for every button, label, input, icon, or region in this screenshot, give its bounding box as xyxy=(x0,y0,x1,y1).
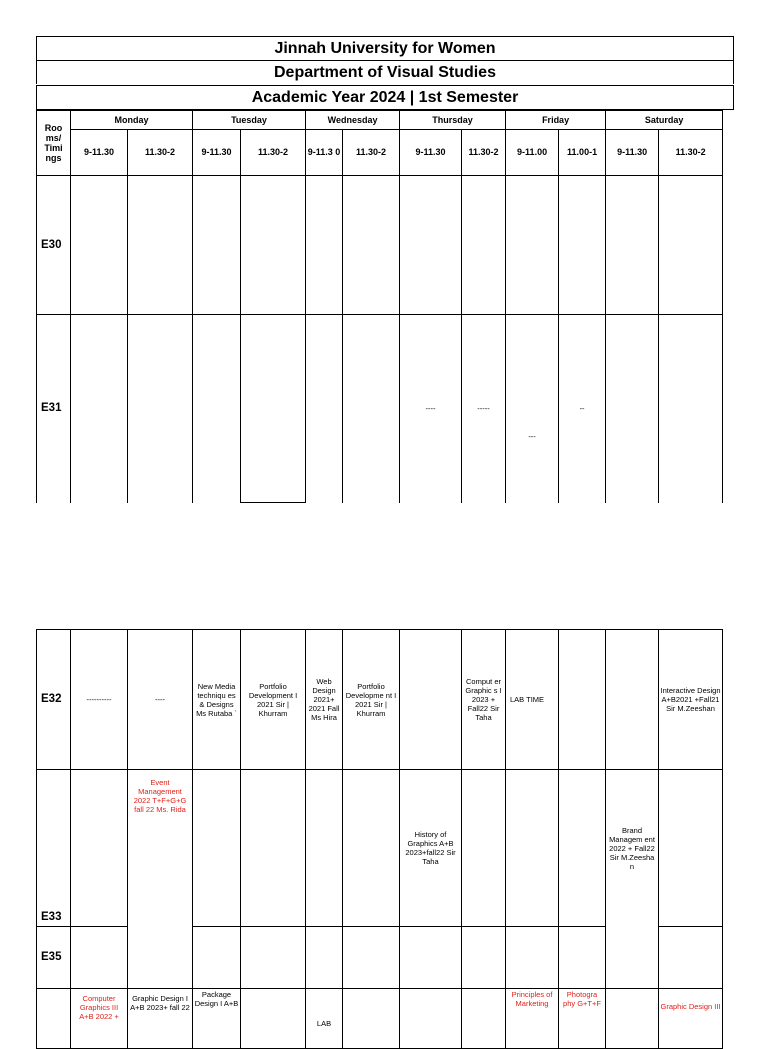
schedule-cell xyxy=(506,770,559,927)
rooms-timings-header: Roo ms/ Timi ngs xyxy=(37,111,71,176)
schedule-cell xyxy=(559,176,606,315)
cell-text: ---- xyxy=(425,404,436,414)
schedule-cell xyxy=(606,315,659,503)
table-row xyxy=(37,770,723,927)
schedule-cell xyxy=(506,989,559,1049)
cell-text: Comput er Graphic s I 2023 + Fall22 Sir Taha xyxy=(465,677,502,722)
table-row xyxy=(37,989,723,1049)
schedule-cell xyxy=(241,989,306,1049)
schedule-cell xyxy=(506,315,559,503)
schedule-cell xyxy=(343,630,400,770)
schedule-cell xyxy=(659,927,723,989)
schedule-cell xyxy=(462,630,506,770)
schedule-cell xyxy=(128,989,193,1049)
day-thursday: Thursday xyxy=(400,111,506,130)
day-monday: Monday xyxy=(71,111,193,130)
day-friday: Friday xyxy=(506,111,606,130)
schedule-cell xyxy=(241,770,306,927)
schedule-cell xyxy=(241,315,306,503)
room-label: E35 xyxy=(37,927,71,989)
cell-text: ---------- xyxy=(86,695,112,704)
schedule-cell xyxy=(462,315,506,503)
schedule-cell xyxy=(606,770,659,927)
schedule-cell xyxy=(559,927,606,989)
schedule-cell xyxy=(506,630,559,770)
cell-text: LAB xyxy=(316,1019,332,1028)
cell-text: Principles of Marketing xyxy=(511,990,553,1008)
schedule-cell xyxy=(659,989,723,1049)
schedule-cell xyxy=(659,315,723,503)
slot-header: 11.30-2 xyxy=(128,130,193,176)
department-title: Department of Visual Studies xyxy=(36,60,734,84)
schedule-cell xyxy=(606,630,659,770)
slot-header: 9-11.30 xyxy=(193,130,241,176)
schedule-cell xyxy=(128,927,193,989)
schedule-cell xyxy=(71,989,128,1049)
schedule-cell xyxy=(306,770,343,927)
schedule-cell xyxy=(343,927,400,989)
cell-text: Portfolio Developme nt I 2021 Sir | Khurram xyxy=(345,681,397,718)
schedule-cell xyxy=(343,989,400,1049)
cell-text: New Media techniqu es & Designs Ms Rutaba ` xyxy=(196,681,237,718)
table-row xyxy=(37,315,723,503)
room-label: E31 xyxy=(37,315,71,503)
schedule-cell xyxy=(400,927,462,989)
timetable-bottom xyxy=(36,629,723,1049)
table-row xyxy=(37,630,723,770)
university-title: Jinnah University for Women xyxy=(36,36,734,60)
slot-header: 9-11.30 xyxy=(71,130,128,176)
cell-text: Portfolio Development I 2021 Sir | Khurram xyxy=(248,681,298,718)
slot-header: 11.30-2 xyxy=(659,130,723,176)
cell-text: --- xyxy=(528,431,536,441)
cell-text: -- xyxy=(579,404,585,414)
schedule-cell xyxy=(71,770,128,927)
cell-text: Computer Graphics III A+B 2022 + xyxy=(79,994,119,1021)
slot-header: 9-11.30 xyxy=(606,130,659,176)
cell-text: Graphic Design I A+B 2023+ fall 22 xyxy=(130,994,190,1012)
schedule-cell xyxy=(71,927,128,989)
schedule-cell xyxy=(462,989,506,1049)
schedule-cell xyxy=(606,176,659,315)
schedule-cell xyxy=(343,315,400,503)
cell-text: Graphic Design III xyxy=(660,1002,721,1011)
schedule-cell xyxy=(241,176,306,315)
timetable-top xyxy=(36,110,723,503)
schedule-cell xyxy=(306,989,343,1049)
schedule-cell xyxy=(559,989,606,1049)
cell-text: Web Design 2021+ 2021 Fall Ms Hira xyxy=(308,677,340,722)
slot-header: 11.30-2 xyxy=(343,130,400,176)
schedule-cell xyxy=(659,176,723,315)
day-saturday: Saturday xyxy=(606,111,723,130)
schedule-cell xyxy=(506,927,559,989)
cell-text: Package Design I A+B xyxy=(194,990,239,1008)
room-label: E32 xyxy=(37,630,71,770)
schedule-cell xyxy=(343,176,400,315)
schedule-cell xyxy=(193,315,241,503)
schedule-cell xyxy=(400,989,462,1049)
schedule-cell xyxy=(193,770,241,927)
schedule-cell xyxy=(606,927,659,989)
day-tuesday: Tuesday xyxy=(193,111,306,130)
day-wednesday: Wednesday xyxy=(306,111,400,130)
slot-header: 11.30-2 xyxy=(241,130,306,176)
schedule-cell xyxy=(306,630,343,770)
schedule-cell xyxy=(306,176,343,315)
schedule-cell xyxy=(71,315,128,503)
schedule-cell xyxy=(71,176,128,315)
schedule-cell xyxy=(128,176,193,315)
schedule-cell xyxy=(306,927,343,989)
cell-text: History of Graphics A+B 2023+fall22 Sir Taha xyxy=(405,830,456,866)
schedule-cell xyxy=(193,630,241,770)
schedule-cell xyxy=(128,770,193,927)
schedule-cell xyxy=(400,630,462,770)
schedule-cell xyxy=(128,630,193,770)
schedule-cell xyxy=(128,315,193,503)
schedule-cell xyxy=(559,770,606,927)
slot-header: 11.00-1 xyxy=(559,130,606,176)
slot-header: 9-11.00 xyxy=(506,130,559,176)
schedule-cell xyxy=(241,927,306,989)
table-row xyxy=(37,927,723,989)
schedule-cell xyxy=(306,315,343,503)
slot-header: 11.30-2 xyxy=(462,130,506,176)
schedule-cell xyxy=(659,770,723,927)
slot-header: 9-11.30 xyxy=(400,130,462,176)
schedule-cell xyxy=(659,630,723,770)
schedule-cell xyxy=(241,630,306,770)
room-label xyxy=(37,989,71,1049)
cell-text: ----- xyxy=(477,404,490,414)
room-label: E33 xyxy=(37,770,71,927)
table-row xyxy=(37,176,723,315)
cell-text: ---- xyxy=(155,695,165,704)
slot-header: 9-11.3 0 xyxy=(306,130,343,176)
schedule-cell xyxy=(462,927,506,989)
schedule-cell xyxy=(400,176,462,315)
schedule-cell xyxy=(606,989,659,1049)
room-label: E30 xyxy=(37,176,71,315)
schedule-cell xyxy=(400,770,462,927)
schedule-cell xyxy=(71,630,128,770)
schedule-cell xyxy=(559,315,606,503)
schedule-cell xyxy=(462,176,506,315)
cell-text: Event Management 2022 T+F+G+G fall 22 Ms. Rida xyxy=(133,778,187,814)
schedule-cell xyxy=(506,176,559,315)
schedule-cell xyxy=(193,176,241,315)
academic-year-title: Academic Year 2024 | 1st Semester xyxy=(36,85,734,110)
schedule-cell xyxy=(559,630,606,770)
cell-text: Photogra phy G+T+F xyxy=(563,990,601,1008)
cell-text: Interactive Design A+B2021 +Fall21 Sir M.Zeeshan xyxy=(660,686,721,713)
schedule-cell xyxy=(343,770,400,927)
schedule-cell xyxy=(193,927,241,989)
schedule-cell xyxy=(193,989,241,1049)
schedule-cell xyxy=(400,315,462,503)
cell-text: Brand Managem ent 2022 + Fall22 Sir M.Zeesha n xyxy=(609,825,655,871)
schedule-cell xyxy=(462,770,506,927)
cell-text: LAB TIME xyxy=(510,695,545,704)
